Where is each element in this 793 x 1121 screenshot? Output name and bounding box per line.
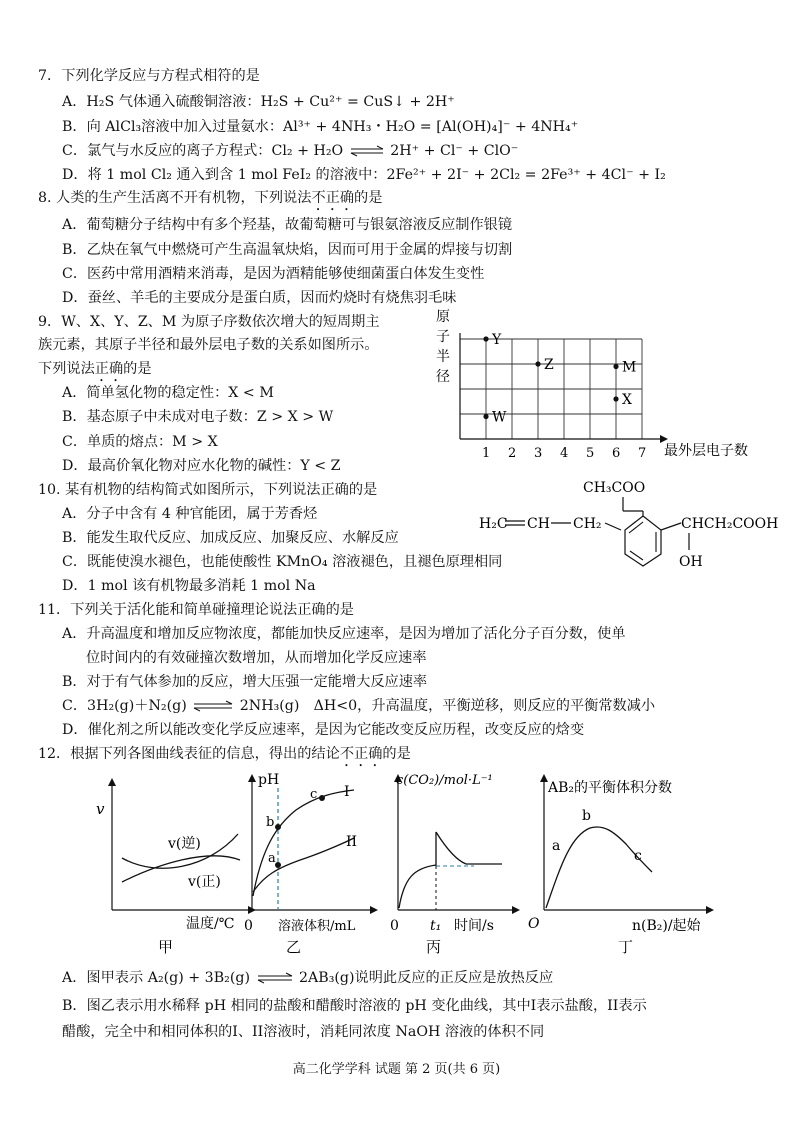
ding-label-b: b [582,808,591,824]
q12-graph-jia [88,768,260,958]
struct-methylene: CH₂ [573,516,602,532]
jia-y-label: v [96,800,105,818]
q11-option-c-right: 2NH₃(g) ΔH<0，升高温度，平衡逆移，则反应的平衡常数减小 [239,698,656,714]
q8-option-a: A．葡萄糖分子结构中有多个羟基，故葡萄糖可与银氨溶液反应制作银镜 [62,217,513,233]
yi-x-label: 溶液体积/mL [278,919,356,934]
ding-y-label: AB₂的平衡体积分数 [548,780,673,796]
q7-option-c-right: 2H⁺ + Cl⁻ + ClO⁻ [390,143,519,159]
q11-stem: 11．下列关于活化能和简单碰撞理论说法正确的是 [38,602,354,618]
yi-label-c: c [310,787,318,802]
q12-stem-end: 的是 [382,746,411,762]
q11-option-a-line2: 位时间内的有效碰撞次数增加，从而增加化学反应速率 [86,650,427,666]
ding-caption: 丁 [618,938,634,956]
yi-caption: 乙 [286,938,302,956]
q9-tick-labels [482,446,646,461]
q10-option-a: A．分子中含有 4 种官能团，属于芳香烃 [62,506,318,522]
q9-point-label-w: W [492,409,507,426]
struct-vinyl-ch: CH [527,516,550,532]
q9-xlabel: 最外层电子数 [664,443,748,459]
q9-data-points [483,332,636,426]
q11-option-c [62,696,655,716]
q7-option-d: D．将 1 mol Cl₂ 通入到含 1 mol FeI₂ 的溶液中：2Fe²⁺ + 2I⁻ + 2Cl₂ = 2Fe³⁺ + 4Cl⁻ + I₂ [62,167,666,183]
q12-option-a-left: A．图甲表示 A₂(g) + 3B₂(g) [62,970,250,986]
q9-tick-label: 5 [586,446,595,461]
bing-origin: 0 [390,918,399,934]
q12-option-b-line2: 醋酸，完全中和相同体积的I、II溶液时，消耗同浓度 NaOH 溶液的体积不同 [62,1024,545,1040]
ding-label-a: a [552,838,561,854]
q9-stem-emphasis: 正确 [94,361,124,377]
yi-y-label: pH [258,772,280,788]
benzene-ring [625,516,661,566]
q9-tick-label: 6 [612,446,621,461]
q7-option-c [62,141,518,161]
q8-option-d: D．蚕丝、羊毛的主要成分是蛋白质，因而灼烧时有烧焦羽毛味 [62,290,457,306]
equilibrium-arrow-icon [257,972,293,984]
q11-option-b: B．对于有气体参加的反应，增大压强一定能增大反应速率 [62,674,428,690]
q7-option-a: A．H₂S 气体通入硫酸铜溶液：H₂S + Cu²⁺ = CuS↓ + 2H⁺ [62,94,455,110]
q11-option-c-left: C．3H₂(g)＋N₂(g) [62,698,187,714]
q10-stem: 10. 某有机物的结构简式如图所示，下列说法正确的是 [38,482,378,498]
q9-stem-line1: 9．W、X、Y、Z、M 为原子序数依次增大的短周期主 [38,314,380,330]
q12-option-a-right: 2AB₃(g)说明此反应的正反应是放热反应 [299,970,554,986]
q9-tick-label: 1 [482,446,491,461]
equilibrium-arrow-icon [193,700,233,712]
q12-graph-yi [236,768,384,958]
bing-caption: 丙 [426,938,442,956]
q12-stem-emphasis: 不正确 [339,746,383,762]
ding-x-label: n(B₂)/起始 [632,918,701,934]
bing-y-label: c(CO₂)/mol·L⁻¹ [396,773,493,788]
q8-stem-end: 的是 [354,190,383,206]
q7-option-c-left: C．氯气与水反应的离子方程式：Cl₂ + H₂O [62,143,344,159]
yi-label-b: b [266,815,275,830]
q8-stem [38,188,382,214]
q9-option-c: C．单质的熔点：M > X [62,434,218,450]
q12-option-b-line1: B．图乙表示用水稀释 pH 相同的盐酸和醋酸时溶液的 pH 变化曲线，其中I表示盐酸，II表示 [62,998,647,1014]
q7-option-b: B．向 AlCl₃溶液中加入过量氨水：Al³⁺ + 4NH₃・H₂O = [Al(OH)₄]⁻ + 4NH₄⁺ [62,119,579,135]
jia-x-label: 温度/℃ [186,916,235,932]
q9-ylabel-4: 径 [436,369,450,385]
q9-tick-label: 7 [638,446,647,461]
q9-stem-line3 [38,359,152,385]
q9-option-d: D．最高价氧化物对应水化物的碱性：Y < Z [62,458,341,474]
struct-hydroxyl: OH [679,554,703,570]
q9-tick-label: 4 [560,446,569,461]
equilibrium-arrow-icon [350,145,384,157]
q9-ylabel-2: 子 [436,329,450,345]
bing-x-label: 时间/s [454,918,494,934]
yi-point-b [275,824,281,830]
q10-structure-diagram [475,472,785,580]
ding-curve [546,827,652,908]
q9-point-x [613,396,618,401]
q9-option-a: A．简单氢化物的稳定性：X < M [62,385,274,401]
q7-stem: 7．下列化学反应与方程式相符的是 [38,68,260,84]
q10-option-b: B．能发生取代反应、加成反应、加聚反应、水解反应 [62,530,399,546]
q9-stem-line2: 族元素，其原子半径和最外层电子数的关系如图所示。 [38,337,379,353]
yi-curve-I [253,790,354,896]
yi-label-I: I [344,784,350,800]
struct-side-chain: CHCH₂COOH [681,516,779,532]
jia-caption: 甲 [158,938,174,956]
q9-point-y [483,336,488,341]
q9-point-label-m: M [622,359,637,376]
q10-option-c: C．既能使溴水褪色，也能使酸性 KMnO₄ 溶液褪色，且褪色原理相同 [62,554,503,570]
yi-origin: 0 [244,918,253,934]
bing-t1: t₁ [430,918,442,934]
q12-option-a [62,968,553,988]
ding-label-c: c [634,848,642,864]
q9-ylabel-3: 半 [436,349,450,365]
q9-point-w [483,414,488,419]
q12-graph-bing [384,768,522,958]
q9-tick-label: 3 [534,446,543,461]
q9-point-m [613,364,618,369]
q12-graph-ding [520,768,720,958]
yi-label-II: II [346,834,358,850]
jia-label-reverse: v(逆) [168,836,201,852]
q8-stem-text: 8. 人类的生产生活离不开有机物，下列说法 [38,190,312,206]
q9-stem-end: 的是 [123,361,152,377]
struct-acetoxy: CH₃COO [583,480,646,496]
q9-stem-text: 下列说法 [38,361,95,377]
q8-option-b: B．乙炔在氧气中燃烧可产生高温氧炔焰，因而可用于金属的焊接与切割 [62,242,513,258]
q9-radius-chart [430,305,770,465]
q10-option-d: D．1 mol 该有机物最多消耗 1 mol Na [62,578,316,594]
q12-stem [38,744,411,770]
yi-point-a [275,862,281,868]
q8-option-c: C．医药中常用酒精来消毒，是因为酒精能够使细菌蛋白体发生变性 [62,266,485,282]
q9-point-label-x: X [622,392,632,408]
q9-ylabel-1: 原 [436,309,450,325]
q9-point-z [535,361,540,366]
ding-origin: O [528,916,540,932]
struct-vinyl-ch2: H₂C [479,516,508,532]
q9-point-label-y: Y [492,332,502,348]
q9-point-label-z: Z [544,357,554,373]
yi-label-a: a [268,851,276,866]
q9-tick-label: 2 [508,446,517,461]
q11-option-d: D．催化剂之所以能改变化学反应速率，是因为它能改变反应历程，改变反应的焓变 [62,722,585,738]
jia-curve-forward [122,856,240,882]
page-footer: 高二化学学科 试题 第 2 页(共 6 页) [292,1062,501,1077]
bing-curve-decay [436,832,502,864]
q8-stem-emphasis: 不正确 [311,190,355,206]
q9-chart-grid [460,339,642,439]
q11-option-a-line1: A．升高温度和增加反应物浓度，都能加快反应速率，是因为增加了活化分子百分数，使单 [62,626,626,642]
yi-point-c [319,795,325,801]
q12-stem-text: 12．根据下列各图曲线表征的信息，得出的结论 [38,746,340,762]
q9-option-b: B．基态原子中未成对电子数：Z > X > W [62,409,334,425]
jia-label-forward: v(正) [188,874,221,890]
bing-curve-rise [399,865,436,908]
